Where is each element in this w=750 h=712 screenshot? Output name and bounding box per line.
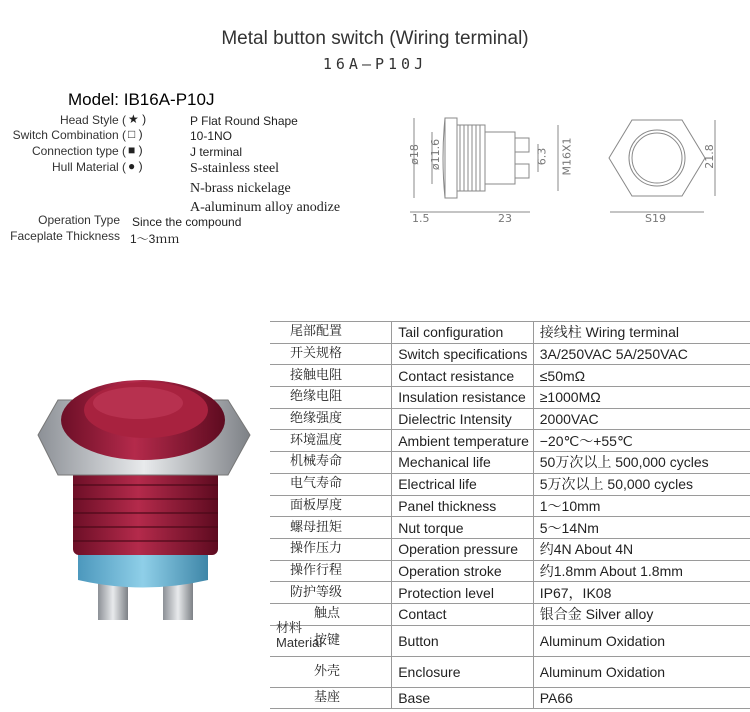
cell-cn: 接触电阻 (270, 365, 392, 387)
cell-cn: 绝缘强度 (270, 408, 392, 430)
button-switch-image (28, 375, 268, 630)
table-row (270, 452, 750, 474)
cell-en: Dielectric Intensity (392, 408, 534, 430)
table-row (270, 517, 750, 539)
table-row (270, 343, 750, 365)
hull-option: A-aluminum alloy anodize (190, 200, 341, 215)
cell-en: Ambient temperature (392, 430, 534, 452)
cell-value: 2000VAC (533, 408, 750, 430)
table-row (270, 560, 750, 582)
cell-value: 5～14Nm (533, 517, 750, 539)
cell-cn: 开关规格 (270, 343, 392, 365)
cell-en: Base (392, 687, 534, 709)
cell-cn: 面板厚度 (270, 495, 392, 517)
table-row (270, 495, 750, 517)
table-row (270, 365, 750, 387)
cell-value: Aluminum Oxidation (533, 625, 750, 656)
spec-table (270, 321, 750, 709)
dimension-label: S19 (645, 212, 666, 225)
material-group-label: 材料 Material (276, 620, 323, 650)
cell-cn: 防护等级 (270, 582, 392, 604)
cell-value: ≥1000MΩ (533, 387, 750, 409)
spec-value: J terminal (190, 145, 243, 159)
cell-en: Switch specifications (392, 343, 534, 365)
page-title: Metal button switch (Wiring terminal) (221, 28, 529, 49)
cell-value: 5万次以上 50,000 cycles (533, 473, 750, 495)
table-row (270, 687, 750, 709)
cell-value: −20℃～+55℃ (533, 430, 750, 452)
dimension-label: 21.8 (702, 144, 716, 169)
table-row (270, 582, 750, 604)
cell-en: Mechanical life (392, 452, 534, 474)
model-number: Model: IB16A-P10J (68, 90, 215, 109)
square-outline-icon: □ ) (128, 127, 143, 141)
hull-option: N-brass nickelage (190, 181, 291, 196)
square-filled-icon: ■ ) (128, 143, 143, 157)
cell-cn: 机械寿命 (270, 452, 392, 474)
cell-cn: 按键 (270, 625, 392, 656)
dimension-label: M16X1 (560, 137, 574, 176)
cell-en: Panel thickness (392, 495, 534, 517)
dimension-label: 1.5 (412, 212, 430, 225)
circle-filled-icon: ● ) (128, 159, 143, 173)
star-icon: ★ ) (128, 112, 147, 126)
cell-en: Nut torque (392, 517, 534, 539)
dimension-label: ø11.6 (429, 138, 443, 171)
cell-en: Contact resistance (392, 365, 534, 387)
spec-label: Hull Material ( (51, 160, 126, 174)
faceplate-label: Faceplate Thickness (10, 229, 120, 243)
table-row (270, 408, 750, 430)
dimension-label: 23 (498, 212, 512, 225)
cell-en: Operation stroke (392, 560, 534, 582)
table-row (270, 656, 750, 687)
cell-value: 银合金 Silver alloy (533, 603, 750, 625)
cell-en: Electrical life (392, 473, 534, 495)
dimension-label: 6.3 (535, 147, 549, 166)
cell-en: Tail configuration (392, 322, 534, 344)
cell-value: 3A/250VAC 5A/250VAC (533, 343, 750, 365)
cell-cn: 操作行程 (270, 560, 392, 582)
spec-value: S-stainless steel (190, 161, 280, 176)
cell-value: 1～10mm (533, 495, 750, 517)
cell-cn: 基座 (270, 687, 392, 709)
cell-en: Button (392, 625, 534, 656)
cell-en: Operation pressure (392, 538, 534, 560)
cell-value: IP67，IK08 (533, 582, 750, 604)
cell-cn: 电气寿命 (270, 473, 392, 495)
cell-en: Insulation resistance (392, 387, 534, 409)
cell-value: ≤50mΩ (533, 365, 750, 387)
cell-en: Contact (392, 603, 534, 625)
cell-cn: 绝缘电阻 (270, 387, 392, 409)
cell-en: Protection level (392, 582, 534, 604)
table-row (270, 322, 750, 344)
table-row (270, 603, 750, 625)
cell-value: 约1.8mm About 1.8mm (533, 560, 750, 582)
cell-en: Enclosure (392, 656, 534, 687)
cell-value: 约4N About 4N (533, 538, 750, 560)
cell-cn: 外壳 (270, 656, 392, 687)
table-row (270, 538, 750, 560)
table-row (270, 430, 750, 452)
cell-cn: 环境温度 (270, 430, 392, 452)
faceplate-value: 1～3ｍｍ (130, 232, 180, 246)
spec-label: Switch Combination ( (12, 128, 126, 142)
spec-value: P Flat Round Shape (190, 114, 298, 128)
cell-cn: 螺母扭矩 (270, 517, 392, 539)
cell-value: Aluminum Oxidation (533, 656, 750, 687)
dimension-label: ø18 (407, 144, 421, 165)
cell-value: 接线柱 Wiring terminal (533, 322, 750, 344)
page-subtitle: 16A—P10J (322, 55, 428, 73)
spec-value: 10-1NO (190, 129, 233, 143)
cell-cn: 操作压力 (270, 538, 392, 560)
cell-cn: 触点 (270, 603, 392, 625)
spec-label: Head Style ( (59, 113, 126, 127)
cell-value: 50万次以上 500,000 cycles (533, 452, 750, 474)
table-row (270, 625, 750, 656)
cell-cn: 尾部配置 (270, 322, 392, 344)
cell-value: PA66 (533, 687, 750, 709)
table-row (270, 387, 750, 409)
spec-label: Connection type ( (31, 144, 126, 158)
operation-type-value: Since the compound (132, 215, 242, 229)
table-row (270, 473, 750, 495)
operation-type-label: Operation Type (38, 213, 120, 227)
